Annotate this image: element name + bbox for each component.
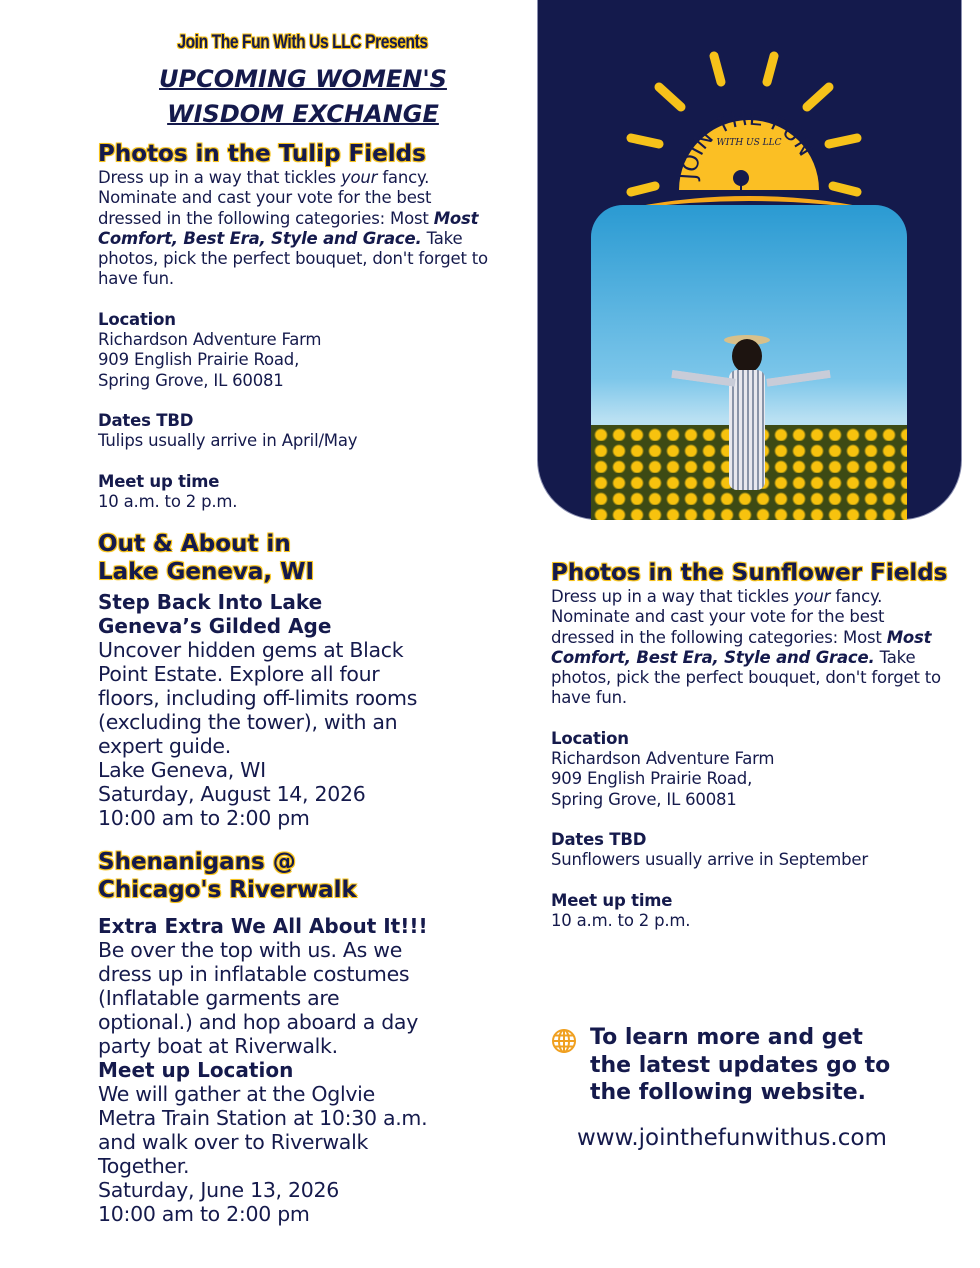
sunflower-dates-label: Dates TBD [551,829,647,849]
sunflower-dates-note: Sunflowers usually arrive in September [551,850,868,870]
sunflower-section [551,559,951,931]
tulip-meet-label: Meet up time [98,471,220,491]
cta-text: To learn more and get the latest updates go to the following website. [590,1025,891,1105]
tulip-location-line: Richardson Adventure Farm [98,330,322,350]
logo-subtext: WITH US LLC [716,138,782,148]
riverwalk-time: 10:00 am to 2:00 pm [98,1202,310,1226]
riverwalk-meet-description: We will gather at the Oglvie Metra Train Station at 10:30 a.m. and walk over to Riverwalk Together. [98,1082,428,1178]
riverwalk-heading: Shenanigans @ Chicago's Riverwalk [98,849,357,903]
geneva-time: 10:00 am to 2:00 pm [98,806,310,830]
riverwalk-meet-label: Meet up Location [98,1058,294,1082]
sunflower-location-label: Location [551,728,629,748]
riverwalk-subheading: Extra Extra We All About It!!! [98,914,428,938]
tulip-heading: Photos in the Tulip Fields [98,141,426,167]
geneva-heading: Out & About in Lake Geneva, WI [98,531,315,585]
sunflower-photo [591,205,907,520]
logo-text: JOIN THE FUN [676,105,819,181]
tulip-dates-note: Tulips usually arrive in April/May [98,431,358,451]
join-the-fun-logo [591,40,907,215]
sunflower-location-line: 909 English Prairie Road, [551,769,753,789]
sunflower-location-line: Richardson Adventure Farm [551,749,775,769]
sunflower-meet-label: Meet up time [551,890,673,910]
globe-icon [551,1028,577,1054]
sunflower-description: Dress up in a way that tickles your fancy. Nominate and cast your vote for the best dressed in the following categories: Most Most Comfort, Best Era, Style and Grace. Take photos, pick the perfect bouquet, don't forget to have fun. [551,587,941,708]
tulip-dates-label: Dates TBD [98,410,194,430]
geneva-subheading: Step Back Into Lake Geneva’s Gilded Age [98,590,332,638]
tulip-location-line: Spring Grove, IL 60081 [98,370,284,390]
sunflower-heading: Photos in the Sunflower Fields [551,560,948,586]
riverwalk-description: Be over the top with us. As we dress up in inflatable costumes (Inflatable garments are optional.) and hop aboard a day party boat at Riverwalk. [98,938,419,1058]
tulip-section [98,140,498,512]
website-link[interactable]: www.jointhefunwithus.com [577,1125,887,1151]
geneva-place: Lake Geneva, WI [98,758,266,782]
woman [729,370,765,490]
riverwalk-date: Saturday, June 13, 2026 [98,1178,339,1202]
tulip-meet-time: 10 a.m. to 2 p.m. [98,491,238,511]
tulip-description: Dress up in a way that tickles your fancy. Nominate and cast your vote for the best dressed in the following categories: Most Most Comfort, Best Era, Style and Grace. Take photos, pick the perfect bouquet, don't forget to have fun. [98,168,488,289]
geneva-section [98,530,428,830]
page-title: UPCOMING WOMEN'S WISDOM EXCHANGE [159,65,447,128]
tulip-location-label: Location [98,309,176,329]
sunflower-location-line: Spring Grove, IL 60081 [551,789,737,809]
riverwalk-section [98,848,428,1226]
presenter-line: Join The Fun With Us LLC Presents [177,32,428,53]
tulip-location-line: 909 English Prairie Road, [98,350,300,370]
geneva-date: Saturday, August 14, 2026 [98,782,366,806]
sunflower-meet-time: 10 a.m. to 2 p.m. [551,910,691,930]
geneva-description: Uncover hidden gems at Black Point Estate. Explore all four floors, including off-limits rooms (excluding the tower), with an expert guide. [98,638,418,758]
